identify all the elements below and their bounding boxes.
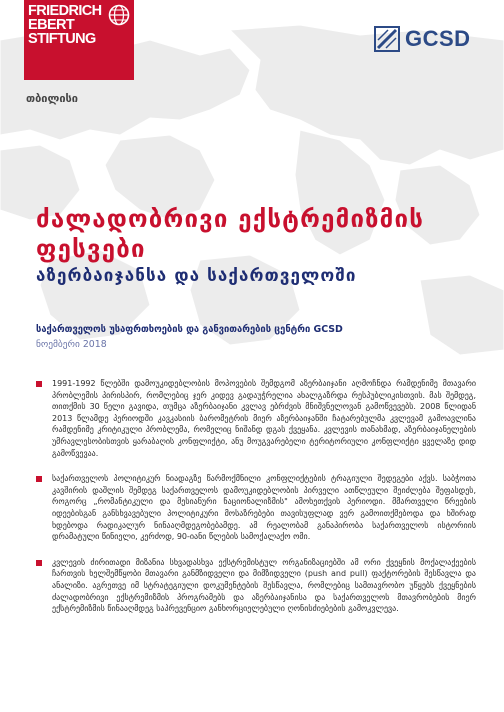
fes-city-label: თბილისი bbox=[26, 92, 78, 105]
publication-date: ნოემბერი 2018 bbox=[36, 339, 107, 350]
summary-bullets bbox=[36, 378, 476, 629]
bullet-text: 1991-1992 წლებში დამოუკიდებლობის მოპოვების შემდგომ აზერბაიჯანი აღმოჩნდა რამდენიმე მთავარი პრობლემის პირისპირ, რომლებიც ჯერ კიდევ გადაუჭრელია ახალგაზრდა რესპუბლიკისთვის. მას შემდეგ, თითქმის 30 წელი გავიდა, თუმცა აზერბაიჯანი კვლავ ებრძვის მნიშვნელოვან გამოწვევებს. 2008 წლიდან 2013 წლამდე პერიოდში კავკასიის ბარომეტრის მიერ აზერბაიჯანში ჩატარებულმა კვლევამ გამოავლინა რამდენიმე კრიტიკული პრობლემა, რომელიც ნიშანდ დგას ქვეყანა. კვლევის თანახმად, აზერბაიჯანელების უმრავლესობისთვის ყარაბაღის კონფლიქტი, ანუ მოუგვარებელი ტერიტორიული კონფლიქტი ყველაზე დიდ გამოწვევაა. bbox=[52, 379, 476, 458]
bullet-square-icon bbox=[36, 381, 42, 387]
summary-bullet bbox=[36, 473, 476, 543]
document-subtitle: აზერბაიჯანსა და საქართველოში bbox=[36, 266, 357, 286]
fes-line-1: FRIEDRICH bbox=[28, 3, 102, 19]
bullet-text: კვლევის ძირითადი მიზანია სხვადასხვა ექსტრემისტულ ორგანიზაციებში ამ ორი ქვეყნის მოქალაქეების ჩართვის ხელშემწყობი მთავარი განმზიდველი და მიმზიდველი (push and pull) ფაქტორების შესწავლა და ანალიზი. აგრეთვე იმ სტრატეგიული დოკუმენტების შესწავლა, რომლებიც სამთავრობო უწყებს ქვეყნების ძალადობრივი ექსტრემიზმის პროგრამებს და აზერბაიჯანისა და საქართველოს მთავრობების მიერ ექსტრემიზმის წინააღმდეგ საპრევენციო განხორციელებული ღონისძიებების გამოკვლევა. bbox=[52, 557, 476, 614]
fes-line-2: EBERT bbox=[28, 17, 75, 33]
gcsd-wordmark: GCSD bbox=[405, 26, 471, 51]
fes-wordmark bbox=[28, 4, 102, 46]
fes-logo bbox=[24, 0, 134, 80]
fes-line-3: STIFTUNG bbox=[28, 31, 96, 47]
document-title: ძალადობრივი ექსტრემიზმის ფესვები bbox=[36, 205, 425, 263]
gcsd-mark-icon bbox=[374, 26, 400, 52]
globe-icon bbox=[108, 4, 130, 26]
gcsd-logo bbox=[374, 26, 471, 52]
bullet-text: საქართველოს პოლიტიკურ ნიადაგზე წარმოქმნილი კონფლიქტების ტრაგიული შედეგები აქვს. საბჭოთა კავშირის დაშლის შემდეგ საქართველოს დამოუკიდებლობის პირველი ათწლეული შეიძლება შეფასდეს, როგორც „რომანტიკული და მესიანური ნაციონალიზმის" ამოხეთქვის პერიოდი. მმართველი წრეების იდეებისგან განსხვავებული პოლიტიკური მოსაზრებები თავისუფლად ვერ გამოითქმებოდა და ხშირად ხდებოდა რადიკალურ ნინააღმდეგობებამდე. ამ რეალობამ განაპირობა საქართველოს ისტორიის დრამატული წინიელი, კერძოდ, 90-იანი წლების სამოქალაქო ომი. bbox=[52, 474, 476, 542]
bullet-square-icon bbox=[36, 560, 42, 566]
summary-bullet bbox=[36, 557, 476, 615]
publisher-name: საქართველოს უსაფრთხოების და განვითარების ცენტრი GCSD bbox=[36, 324, 343, 335]
bullet-square-icon bbox=[36, 476, 42, 482]
summary-bullet bbox=[36, 378, 476, 459]
